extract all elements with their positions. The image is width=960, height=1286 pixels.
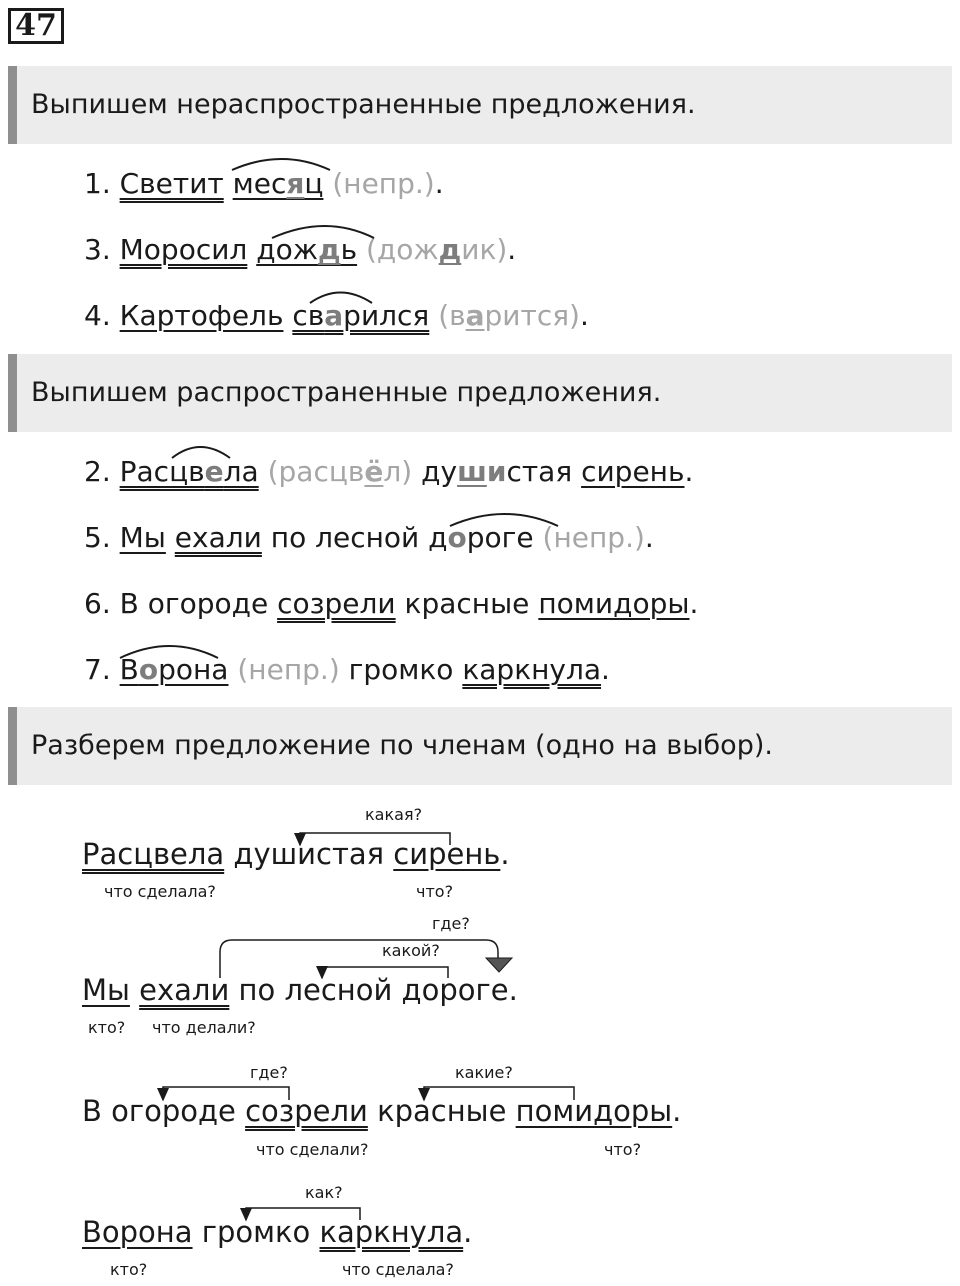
predicate: каркнула — [462, 653, 602, 686]
section-header-1 — [8, 66, 952, 144]
note: (непр.) — [332, 167, 435, 200]
parse-sentence-2: Мы ехали по лесной дороге. — [82, 973, 518, 1007]
exercise-number: 47 — [8, 8, 64, 44]
subject: помидоры — [538, 587, 690, 620]
predicate: Моросил — [119, 233, 248, 266]
note: (дождик) — [365, 233, 508, 266]
question-label: что делали? — [152, 1018, 256, 1037]
question-label: какой? — [382, 941, 440, 960]
subject: дождь — [256, 233, 358, 266]
subject: Ворона — [119, 653, 229, 686]
question-label: где? — [250, 1063, 288, 1082]
predicate: Расцвела — [119, 455, 259, 488]
word: дороге — [428, 521, 534, 554]
sentence-5: 5. Мы ехали по лесной дороге (непр.). — [84, 521, 654, 554]
question-label: какие? — [455, 1063, 513, 1082]
question-label: где? — [432, 914, 470, 933]
predicate: созрели — [277, 587, 396, 620]
parse-sentence-1: Расцвела душистая сирень. — [82, 837, 510, 871]
question-label: кто? — [88, 1018, 126, 1037]
question-label: что сделала? — [342, 1260, 454, 1279]
word: душистая — [421, 455, 573, 488]
sentence-4: 4. Картофель сварился (варится). — [84, 299, 589, 332]
predicate: Светит — [119, 167, 224, 200]
subject: сирень — [581, 455, 685, 488]
section-title: Выпишем нераспространенные предложения. — [31, 89, 696, 120]
question-label: как? — [305, 1183, 343, 1202]
sentence-7: 7. Ворона (непр.) громко каркнула. — [84, 653, 610, 686]
predicate: ехали — [174, 521, 262, 554]
note: (варится) — [438, 299, 580, 332]
question-label: что сделала? — [104, 882, 216, 901]
question-label: какая? — [365, 805, 423, 824]
subject: Мы — [119, 521, 166, 554]
note: (расцвёл) — [267, 455, 413, 488]
parse-sentence-4: Ворона громко каркнула. — [82, 1215, 473, 1249]
question-label: что? — [604, 1140, 642, 1159]
predicate: сварился — [292, 299, 430, 332]
section-title: Выпишем распространенные предложения. — [31, 377, 662, 408]
sentence-6: 6. В огороде созрели красные помидоры. — [84, 587, 699, 620]
sentence-3: 3. Моросил дождь (дождик). — [84, 233, 517, 266]
subject: Картофель — [119, 299, 284, 332]
section-header-2 — [8, 354, 952, 432]
note: (непр.) — [542, 521, 645, 554]
question-label: что? — [416, 882, 454, 901]
sentence-1: 1. Светит месяц (непр.). — [84, 167, 444, 200]
section-title: Разберем предложение по членам (одно на выбор). — [31, 730, 773, 761]
parse-sentence-3: В огороде созрели красные помидоры. — [82, 1094, 682, 1128]
question-label: кто? — [110, 1260, 148, 1279]
section-header-3 — [8, 707, 952, 785]
question-label: что сделали? — [256, 1140, 369, 1159]
subject: месяц — [232, 167, 324, 200]
sentence-2: 2. Расцвела (расцвёл) душистая сирень. — [84, 455, 694, 488]
note: (непр.) — [237, 653, 340, 686]
